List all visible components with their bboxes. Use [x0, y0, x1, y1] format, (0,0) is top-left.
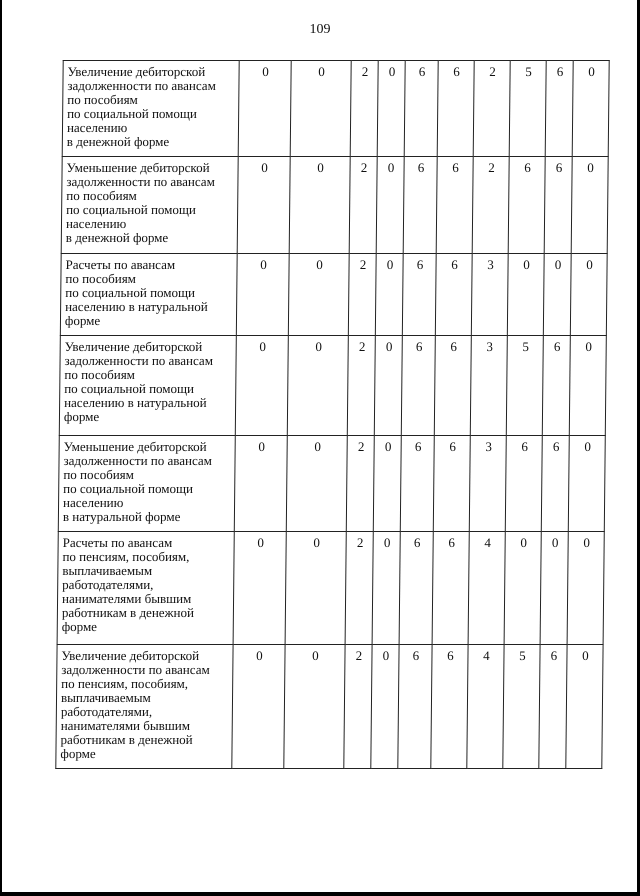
code-digit-cell: 0	[375, 254, 403, 336]
table-row	[57, 532, 604, 645]
code-digit-cell: 0	[569, 336, 606, 436]
code-digit-cell: 6	[404, 61, 438, 157]
code-digit-cell: 0	[236, 254, 289, 336]
code-digit-cell: 2	[344, 645, 372, 769]
code-digit-cell: 0	[570, 254, 607, 336]
scan-border-left	[0, 0, 2, 896]
budget-codes-table	[55, 60, 609, 769]
row-label: Уменьшение дебиторской задолженности по авансам по пособиям по социальной помощи населению в денежной форме	[61, 157, 238, 254]
table-body	[56, 61, 609, 769]
code-digit-cell: 0	[286, 436, 347, 532]
table-row	[59, 336, 606, 436]
code-digit-cell: 2	[347, 336, 375, 436]
code-digit-cell: 0	[289, 157, 350, 254]
code-digit-cell: 6	[402, 254, 436, 336]
code-digit-cell: 0	[232, 645, 285, 769]
code-digit-cell: 0	[238, 61, 291, 157]
code-digit-cell: 6	[400, 436, 434, 532]
code-digit-cell: 3	[471, 254, 508, 336]
code-digit-cell: 0	[290, 61, 351, 157]
code-digit-cell: 6	[434, 336, 471, 436]
code-digit-cell: 2	[348, 254, 376, 336]
code-digit-cell: 2	[346, 436, 374, 532]
table-row	[60, 254, 607, 336]
code-digit-cell: 0	[568, 436, 605, 532]
code-digit-cell: 2	[350, 61, 378, 157]
scan-border-bottom	[0, 892, 640, 896]
row-label: Уменьшение дебиторской задолженности по авансам по пособиям по социальной помощи населению в натуральной форме	[58, 436, 235, 532]
code-digit-cell: 6	[435, 254, 472, 336]
row-label: Увеличение дебиторской задолженности по авансам по пособиям по социальной помощи населению в денежной форме	[62, 61, 239, 157]
code-digit-cell: 2	[345, 532, 373, 645]
code-digit-cell: 3	[469, 436, 506, 532]
code-digit-cell: 0	[571, 157, 608, 254]
code-digit-cell: 0	[540, 532, 568, 645]
row-label: Расчеты по авансам по пенсиям, пособиям, выплачиваемым работодателями, нанимателями бывшим работникам в денежной форме	[57, 532, 234, 645]
page-number: 109	[309, 22, 331, 37]
code-digit-cell: 0	[377, 61, 405, 157]
code-digit-cell: 2	[349, 157, 377, 254]
table-row	[56, 645, 603, 769]
code-digit-cell: 6	[432, 532, 469, 645]
code-digit-cell: 4	[468, 532, 505, 645]
code-digit-cell: 6	[544, 157, 572, 254]
table-row	[58, 436, 605, 532]
code-digit-cell: 0	[234, 436, 287, 532]
table-row	[61, 157, 608, 254]
code-digit-cell: 0	[572, 61, 609, 157]
code-digit-cell: 6	[541, 436, 569, 532]
code-digit-cell: 2	[473, 61, 510, 157]
table-row	[62, 61, 609, 157]
code-digit-cell: 0	[376, 157, 404, 254]
code-digit-cell: 0	[371, 645, 399, 769]
code-digit-cell: 4	[467, 645, 504, 769]
row-label: Расчеты по авансам по пособиям по социальной помощи населению в натуральной форме	[60, 254, 237, 336]
code-digit-cell: 0	[566, 645, 603, 769]
code-digit-cell: 6	[508, 157, 545, 254]
code-digit-cell: 6	[433, 436, 470, 532]
code-digit-cell: 6	[399, 532, 433, 645]
code-digit-cell: 6	[545, 61, 573, 157]
code-digit-cell: 2	[472, 157, 509, 254]
code-digit-cell: 0	[237, 157, 290, 254]
code-digit-cell: 0	[235, 336, 288, 436]
code-digit-cell: 6	[505, 436, 542, 532]
code-digit-cell: 3	[470, 336, 507, 436]
code-digit-cell: 0	[233, 532, 286, 645]
code-digit-cell: 0	[287, 336, 348, 436]
code-digit-cell: 0	[504, 532, 541, 645]
code-digit-cell: 0	[543, 254, 571, 336]
code-digit-cell: 6	[431, 645, 468, 769]
code-digit-cell: 6	[436, 157, 473, 254]
code-digit-cell: 0	[507, 254, 544, 336]
code-digit-cell: 6	[403, 157, 437, 254]
code-digit-cell: 6	[539, 645, 567, 769]
code-digit-cell: 5	[509, 61, 546, 157]
code-digit-cell: 6	[542, 336, 570, 436]
code-digit-cell: 0	[285, 532, 346, 645]
code-digit-cell: 0	[374, 336, 402, 436]
code-digit-cell: 0	[284, 645, 345, 769]
code-digit-cell: 6	[398, 645, 432, 769]
code-digit-cell: 0	[373, 436, 401, 532]
code-digit-cell: 0	[567, 532, 604, 645]
code-digit-cell: 5	[503, 645, 540, 769]
code-digit-cell: 0	[288, 254, 349, 336]
row-label: Увеличение дебиторской задолженности по авансам по пенсиям, пособиям, выплачиваемым работодателями, нанимателями бывшим работникам в денежной форме	[56, 645, 233, 769]
code-digit-cell: 6	[437, 61, 474, 157]
row-label: Увеличение дебиторской задолженности по авансам по пособиям по социальной помощи населению в натуральной форме	[59, 336, 236, 436]
code-digit-cell: 5	[506, 336, 543, 436]
code-digit-cell: 0	[372, 532, 400, 645]
code-digit-cell: 6	[401, 336, 435, 436]
